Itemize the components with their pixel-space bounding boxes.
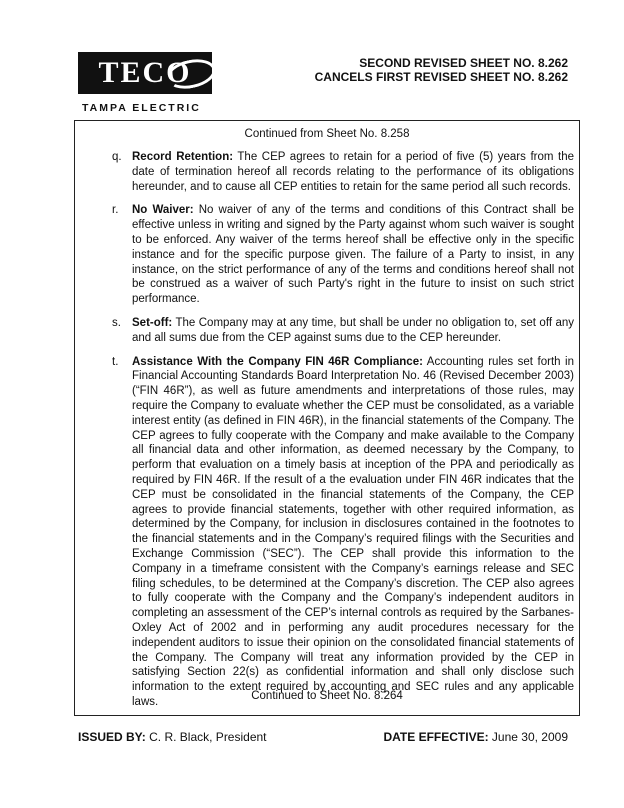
clause-text: The Company may at any time, but shall be under no obligation to, set off any and all sums due from the CEP against sums due to the CEP hereunder.: [132, 316, 574, 344]
clause-text: The CEP agrees to retain for a period of five (5) years from the date of termination hereof all records relating to the performance of its obligations hereunder, and to cause all CEP entities to retain for the same period all such records.: [132, 151, 574, 193]
clause-letter: r.: [112, 204, 119, 217]
issued-by: [78, 730, 267, 744]
clause-t: [112, 355, 574, 710]
date-effective: [383, 730, 568, 744]
continued-from: Continued from Sheet No. 8.258: [244, 128, 410, 140]
clause-s: [112, 316, 574, 346]
sheet-number: SECOND REVISED SHEET NO. 8.262: [359, 56, 568, 70]
issued-label: ISSUED BY:: [78, 730, 146, 744]
clause-heading: Record Retention:: [132, 151, 234, 163]
issued-value: C. R. Black, President: [145, 730, 267, 744]
clause-r: [112, 203, 574, 307]
sheet-cancels: CANCELS FIRST REVISED SHEET NO. 8.262: [314, 70, 568, 84]
clause-q: [112, 150, 574, 194]
logo-subtitle: TAMPA ELECTRIC: [82, 102, 201, 114]
clause-letter: s.: [112, 316, 121, 329]
continued-to: Continued to Sheet No. 8.264: [251, 690, 403, 702]
clause-heading: Assistance With the Company FIN 46R Compliance:: [132, 355, 423, 368]
clause-heading: Set-off:: [132, 316, 173, 329]
teco-logo: [78, 52, 218, 118]
clause-heading: No Waiver:: [132, 204, 194, 217]
effective-label: DATE EFFECTIVE:: [383, 730, 489, 744]
logo-text: TECO: [98, 56, 192, 89]
sheet-header: [315, 56, 568, 84]
clause-list: [112, 150, 574, 719]
clause-text: Accounting rules set forth in Financial Accounting Standards Board Interpretation No. 46 (Revised December 2003) (“FIN 46R”), as well as future amendments and interpretations of those rules, may require the Company to evaluate whether the CEP must be consolidated, as a variable interest entity (as defined in FIN 46R), in the financial statements of the Company. The CEP agrees to fully cooperate with the Company and make available to the Company all financial data and other information, as deemed necessary by the Company, to perform that evaluation on a timely basis at inception of the PPA and periodically as required by FIN 46R. If the result of a the evaluation under FIN 46R indicates that the CEP must be consolidated in the financial statements of the Company, the CEP agrees to provide financial statements, together with other required information, as determined by the Company, for inclusion in disclosures contained in the footnotes to the financial statements and in the Company’s required filings with the Securities and Exchange Commission (“SEC”). The CEP shall provide this information to the Company in a timeframe consistent with the Company’s earnings release and SEC filing schedules, to be determined at the Company’s discretion. The CEP also agrees to fully cooperate with the Company and the Company’s independent auditors in completing an assessment of the CEP’s internal controls as required by the Sarbanes-Oxley Act of 2002 and in performing any audit procedures necessary for the independent auditors to issue their opinion on the consolidated financial statements of the Company. The Company will treat any information provided by the CEP in satisfying Section 22(s) as confidential information and shall only disclose such information to the extent required by accounting and SEC rules and any applicable laws.: [132, 355, 575, 708]
clause-text: No waiver of any of the terms and conditions of this Contract shall be effective unless in writing and signed by the Party against whom such waiver is sought to be enforced. Any waiver of the terms hereof shall be effective only in the specific instance and for the specific purpose given. The failure of a Party to insist, in any instance, on the strict performance of any of the terms and conditions hereof shall not be construed as a waiver of such Party's right in the future to insist on such strict performance.: [132, 204, 574, 306]
clause-letter: t.: [112, 355, 119, 368]
clause-letter: q.: [112, 151, 122, 163]
effective-value: June 30, 2009: [488, 730, 568, 744]
